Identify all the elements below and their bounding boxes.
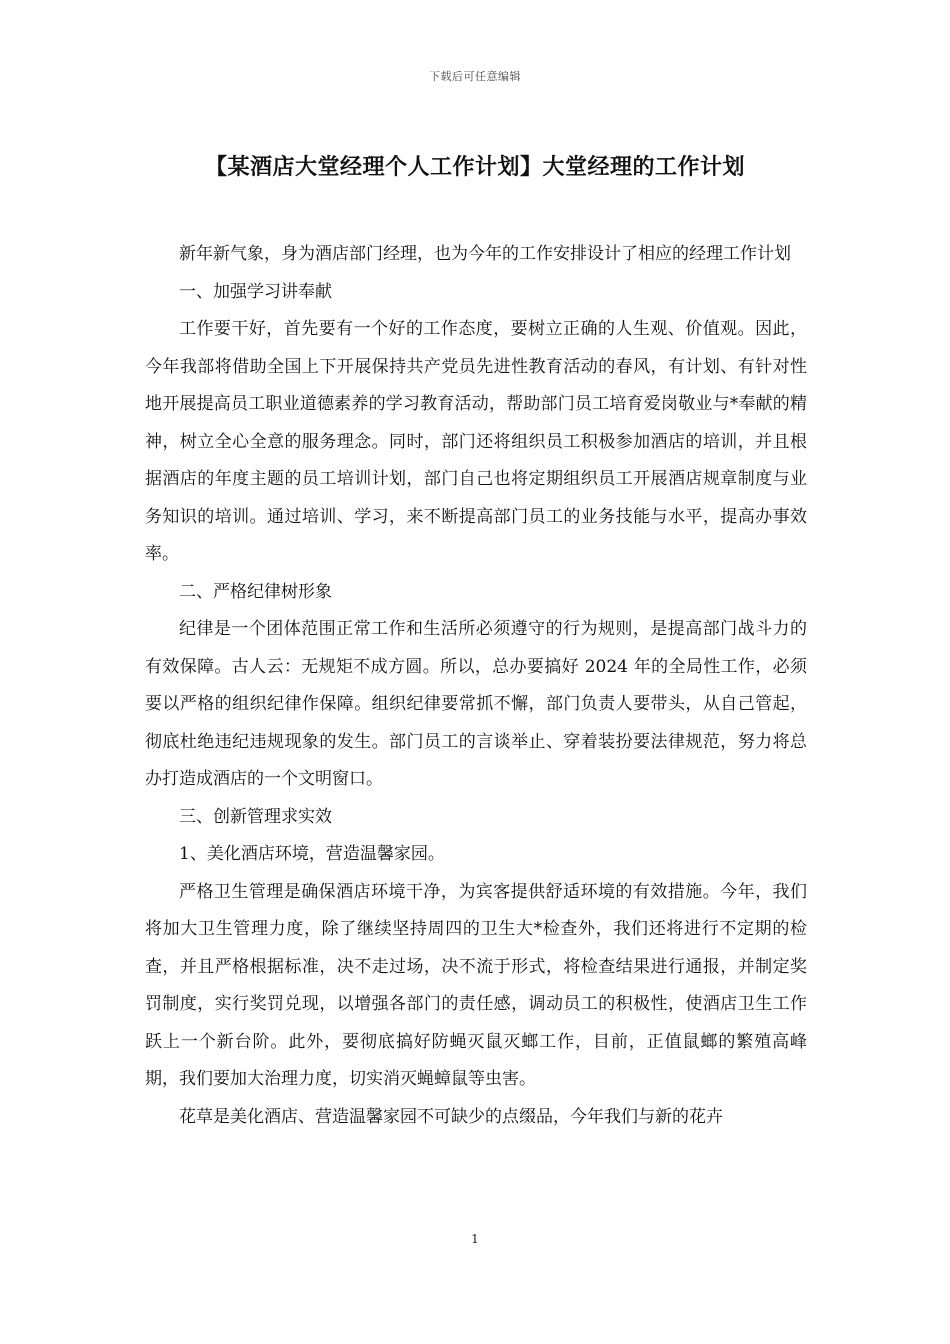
document-title: 【某酒店大堂经理个人工作计划】大堂经理的工作计划 <box>204 154 745 180</box>
sub-heading-1: 1、美化酒店环境，营造温馨家园。 <box>179 844 445 864</box>
body-paragraph: 严格卫生管理是确保酒店环境干净，为宾客提供舒适环境的有效措施。今年，我们将加大卫生管理力度，除了继续坚持周四的卫生大*检查外，我们还将进行不定期的检查，并且严格根据标准，决不走过场，决不流于形式，将检查结果进行通报，并制定奖罚制度，实行奖罚兑现，以增强各部门的责任感，调动员工的积极性，使酒店卫生工作跃上一个新台阶。此外，要彻底搞好防蝇灭鼠灭螂工作，目前，正值鼠螂的繁殖高峰期，我们要加大治理力度，切实消灭蝇蟑鼠等虫害。 <box>145 881 807 1089</box>
section-heading-3: 三、创新管理求实效 <box>179 806 332 827</box>
body-paragraph: 工作要干好，首先要有一个好的工作态度，要树立正确的人生观、价值观。因此，今年我部将借助全国上下开展保持共产党员先进性教育活动的春风，有计划、有针对性地开展提高员工职业道德素养的学习教育活动，帮助部门员工培育爱岗敬业与*奉献的精神，树立全心全意的服务理念。同时，部门还将组织员工积极参加酒店的培训，并且根据酒店的年度主题的员工培训计划，部门自己也将定期组织员工开展酒店规章制度与业务知识的培训。通过培训、学习，来不断提高部门员工的业务技能与水平，提高办事效率。 <box>145 319 807 564</box>
page-number: 1 <box>471 1232 479 1246</box>
body-paragraph: 纪律是一个团体范围正常工作和生活所必须遵守的行为规则，是提高部门战斗力的有效保障。古人云：无规矩不成方圆。所以，总办要搞好 2024 年的全局性工作，必须要以严格的组织纪律作保障。组织纪律要常抓不懈，部门负责人要带头，从自己管起，彻底杜绝违纪违规现象的发生。部门员工的言谈举止、穿着装扮要法律规范，努力将总办打造成酒店的一个文明窗口。 <box>145 619 807 789</box>
section-heading-2: 二、严格纪律树形象 <box>179 581 332 602</box>
intro-paragraph: 新年新气象，身为酒店部门经理，也为今年的工作安排设计了相应的经理工作计划 <box>179 244 791 264</box>
header-note: 下载后可任意编辑 <box>429 70 521 83</box>
document-body <box>145 236 807 1136</box>
body-paragraph: 花草是美化酒店、营造温馨家园不可缺少的点缀品，今年我们与新的花卉 <box>179 1106 723 1127</box>
section-heading-1: 一、加强学习讲奉献 <box>179 281 332 302</box>
